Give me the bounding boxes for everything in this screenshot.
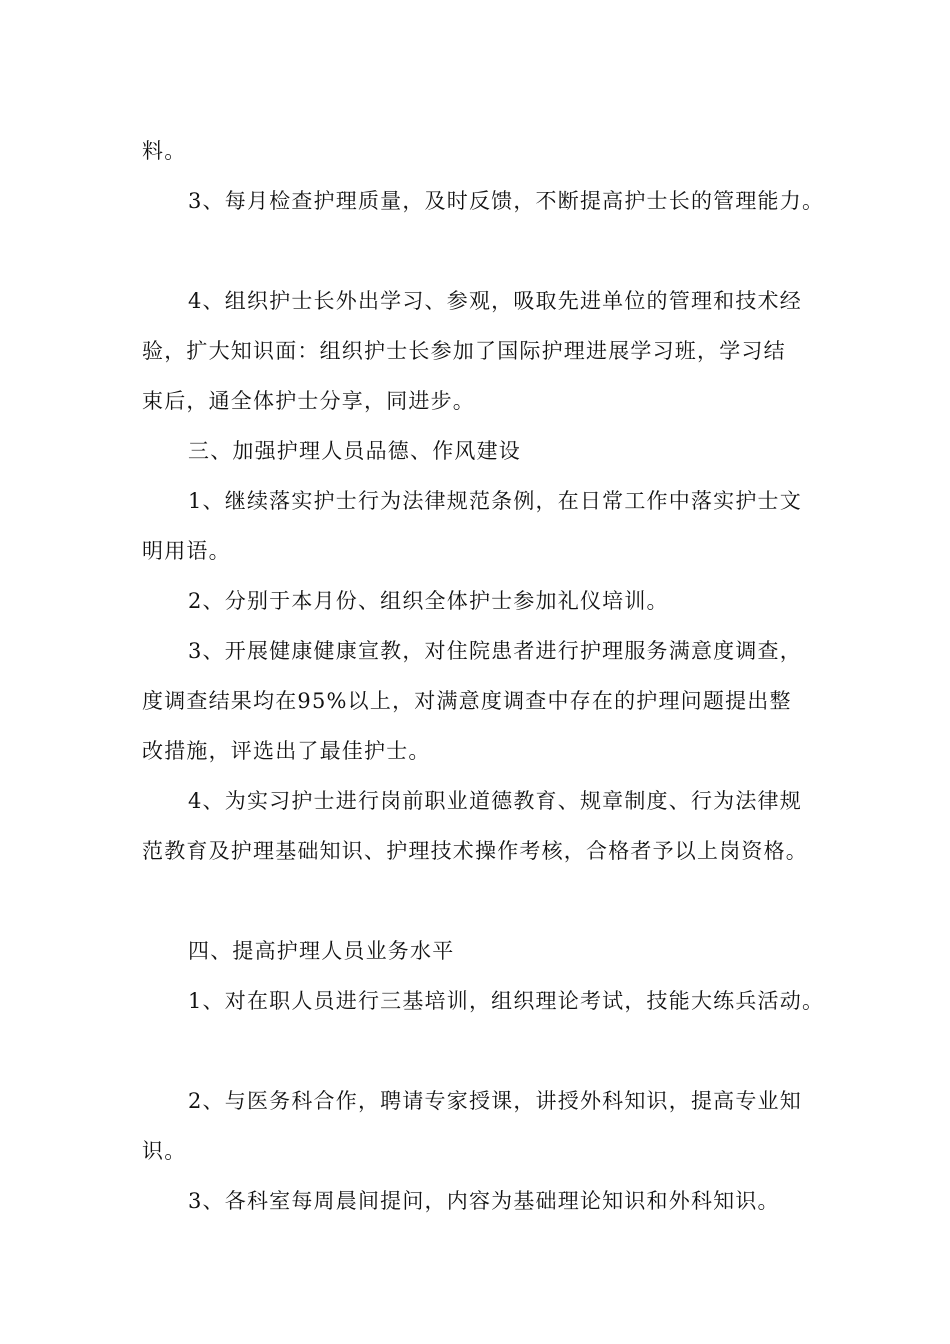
text-line: 3、各科室每周晨间提问，内容为基础理论知识和外科知识。 (188, 1189, 780, 1213)
text-line: 1、对在职人员进行三基培训，组织理论考试，技能大练兵活动。 (188, 989, 825, 1013)
text-line: 2、与医务科合作，聘请专家授课，讲授外科知识，提高专业知 (188, 1089, 802, 1113)
text-line: 1、继续落实护士行为法律规范条例，在日常工作中落实护士文 (188, 489, 802, 513)
text-line: 4、组织护士长外出学习、参观，吸取先进单位的管理和技术经 (188, 289, 802, 313)
text-line: 2、分别于本月份、组织全体护士参加礼仪培训。 (188, 589, 669, 613)
text-line: 料。 (142, 139, 187, 163)
text-line: 验，扩大知识面：组织护士长参加了国际护理进展学习班，学习结 (142, 339, 786, 363)
text-line: 度调查结果均在95%以上，对满意度调查中存在的护理问题提出整 (142, 689, 792, 713)
text-line: 3、开展健康健康宣教，对住院患者进行护理服务满意度调查， (188, 639, 802, 663)
text-line: 识。 (142, 1139, 187, 1163)
text-line: 范教育及护理基础知识、护理技术操作考核，合格者予以上岗资格。 (142, 839, 808, 863)
section-heading: 三、加强护理人员品德、作风建设 (188, 439, 521, 463)
section-heading: 四、提高护理人员业务水平 (188, 939, 455, 963)
text-line: 明用语。 (142, 539, 231, 563)
text-line: 3、每月检查护理质量，及时反馈，不断提高护士长的管理能力。 (188, 189, 825, 213)
text-line: 束后，通全体护士分享，同进步。 (142, 389, 475, 413)
text-line: 4、为实习护士进行岗前职业道德教育、规章制度、行为法律规 (188, 789, 802, 813)
text-line: 改措施，评选出了最佳护士。 (142, 739, 431, 763)
